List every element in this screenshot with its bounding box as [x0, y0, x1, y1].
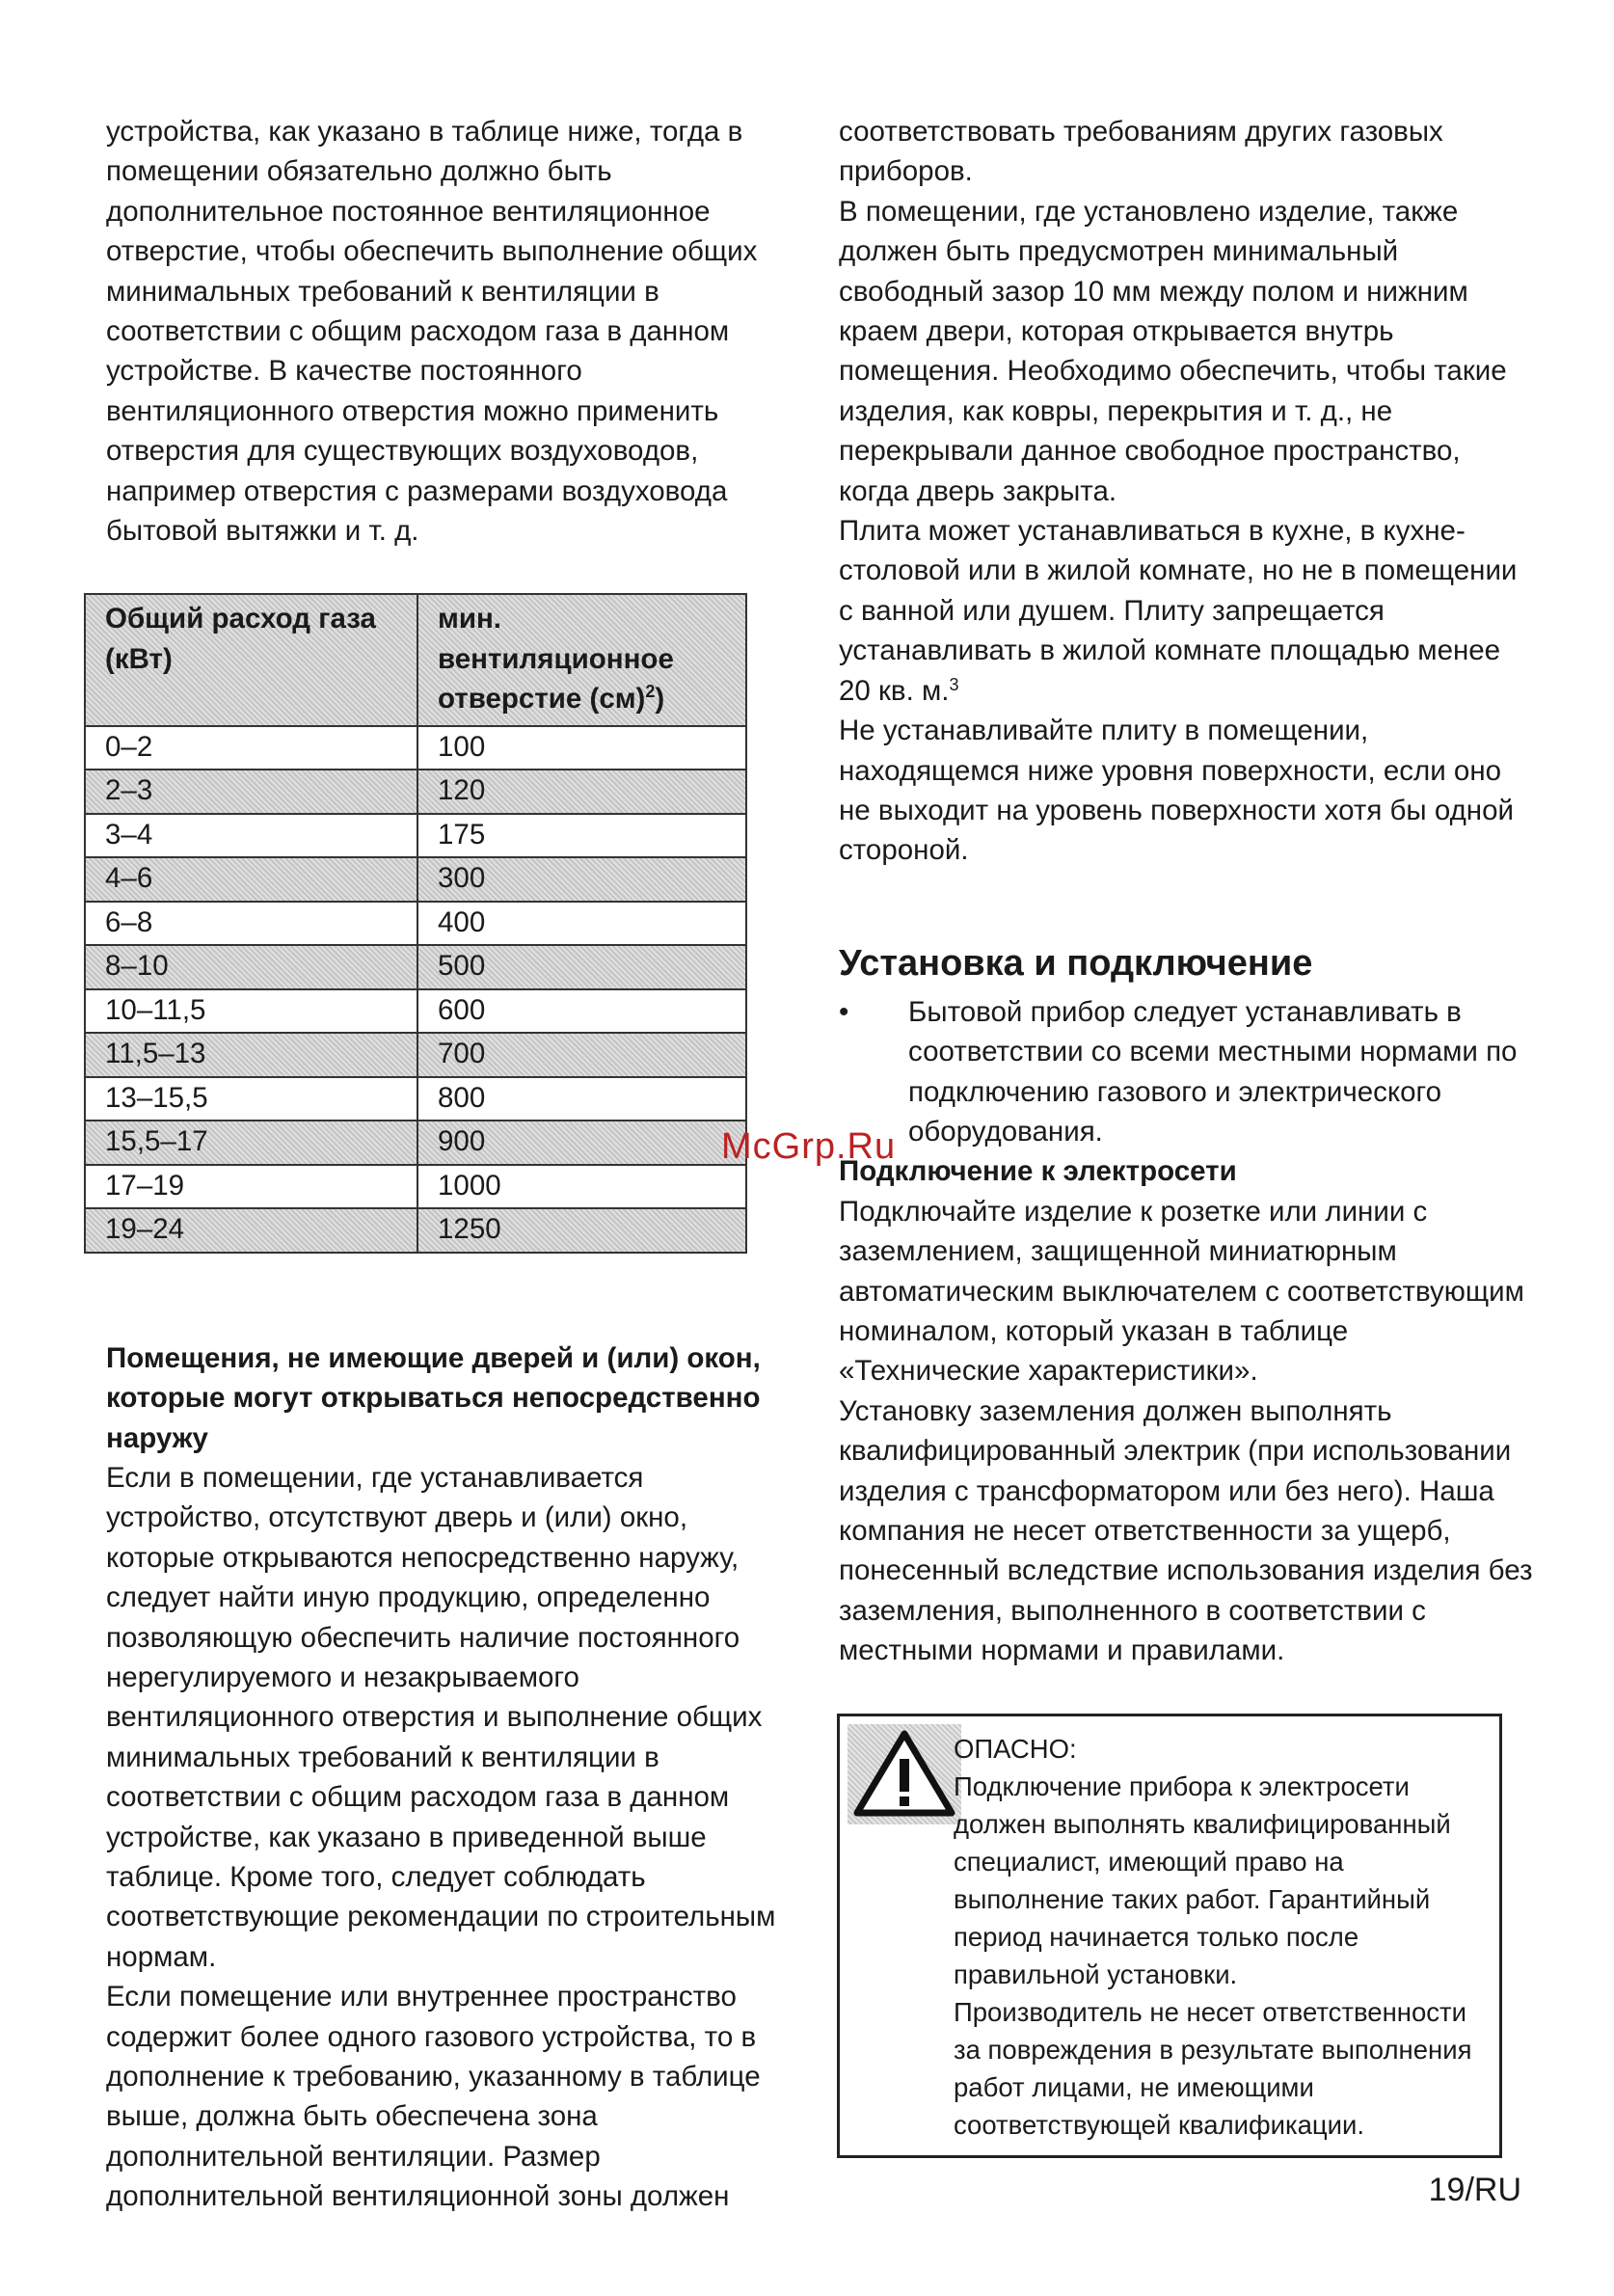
cell-vent-area: 175 [417, 814, 746, 858]
cell-gas-range: 11,5–13 [85, 1033, 417, 1077]
cell-vent-area: 400 [417, 902, 746, 946]
table-row [85, 1033, 746, 1077]
table-row [85, 770, 746, 814]
danger-paragraph-2: Производитель не несет ответственности за повреждения в результате выполнения работ лицами, не имеющими соответствующей квалификации. [954, 1997, 1472, 2140]
danger-paragraph-1: Подключение прибора к электросети должен выполнять квалифицированный специалист, имеющий право на выполнение таких работ. Гарантийный период начинается только после правильной установки. [954, 1771, 1451, 1989]
danger-box [837, 1714, 1502, 2158]
cell-gas-range: 19–24 [85, 1208, 417, 1253]
right-column [839, 112, 1533, 1671]
paragraph-grounding: Установку заземления должен выполнять квалифицированный электрик (при использовании изделия с трансформатором или без него). Наша компания не несет ответственности за ущерб, понесенный вследствие использования изделия без заземления, выполненного в соответствии с местными нормами и правилами. [839, 1394, 1533, 1667]
danger-title: ОПАСНО: [954, 1734, 1077, 1764]
cell-gas-range: 8–10 [85, 945, 417, 989]
cell-vent-area: 800 [417, 1077, 746, 1121]
cell-gas-range: 2–3 [85, 770, 417, 814]
section-title: Установка и подключение [839, 942, 1313, 984]
intro-paragraph: устройства, как указано в таблице ниже, тогда в помещении обязательно должно быть дополнительное постоянное вентиляционное отверстие, чтобы обеспечить выполнение общих минимальных требований к вентиляции в соответствии с общим расходом газа в данном устройстве. В качестве постоянного вентиляционного отверстия можно применить отверстия для существующих воздуховодов, например отверстия с размерами воздуховода бытовой вытяжки и т. д. [106, 116, 758, 548]
cell-gas-range: 15,5–17 [85, 1121, 417, 1165]
cell-vent-area: 1000 [417, 1165, 746, 1209]
bullet-icon: • [839, 995, 849, 1028]
cell-gas-range: 4–6 [85, 857, 417, 902]
table-row [85, 1121, 746, 1165]
warning-icon-cell [847, 1724, 961, 1824]
electric-heading: Подключение к электросети [839, 1155, 1237, 1188]
paragraph-no-doors: Если в помещении, где устанавливается устройство, отсутствуют дверь и (или) окно, которые открываются непосредственно наружу, следует найти иную продукцию, определенно позволяющую обеспечить наличие постоянного нерегулируемого и незакрываемого вентиляционного отверстия и выполнение общих минимальных требований к вентиляции в соответствии с общим расходом газа в данном устройстве, как указано в приведенной выше таблице. Кроме того, следует соблюдать соответствующие рекомендации по строительным нормам. [106, 1461, 776, 1973]
table-body [85, 726, 746, 1253]
watermark: McGrp.Ru [721, 1126, 897, 1167]
paragraph-room-types: Плита может устанавливаться в кухне, в кухне-столовой или в жилой комнате, но не в помещении с ванной или душем. Плиту запрещается устанавливать в жилой комнате площадью менее 20 кв. м.$^3$ [839, 515, 1518, 707]
cell-vent-area: 120 [417, 770, 746, 814]
paragraph-socket: Подключайте изделие к розетке или линии с заземлением, защищенной миниатюрным автоматическим выключателем с соответствующим номиналом, который указан в таблице «Технические характеристики». [839, 1195, 1524, 1388]
header-vent-opening: мин. вентиляционное отверстие (см)$^2$) [417, 594, 746, 725]
table-row [85, 726, 746, 770]
cell-vent-area: 700 [417, 1033, 746, 1077]
subheading-no-doors: Помещения, не имеющие дверей и (или) окон, которые могут открываться непосредственно наружу [106, 1341, 761, 1454]
table-row [85, 989, 746, 1034]
table-row [85, 1077, 746, 1121]
paragraph-door-gap: В помещении, где установлено изделие, также должен быть предусмотрен минимальный свободный зазор 10 мм между полом и нижним краем двери, которая открывается внутрь помещения. Необходимо обеспечить, чтобы такие изделия, как ковры, перекрытия и т. д., не перекрывали данное свободное пространство, когда дверь закрыта. [839, 195, 1507, 507]
cell-gas-range: 3–4 [85, 814, 417, 858]
cell-vent-area: 500 [417, 945, 746, 989]
paragraph-below-ground: Не устанавливайте плиту в помещении, находящемся ниже уровня поверхности, если оно не выходит на уровень поверхности хотя бы одной стороной. [839, 715, 1514, 867]
table-header-row [85, 594, 746, 725]
danger-text [954, 1730, 1493, 2144]
cell-vent-area: 900 [417, 1121, 746, 1165]
table-row [85, 902, 746, 946]
cell-gas-range: 17–19 [85, 1165, 417, 1209]
paragraph-multiple-devices: Если помещение или внутреннее пространство содержит более одного газового устройства, то в дополнение к требованию, указанному в таблице выше, должна быть обеспечена зона дополнительной вентиляции. Размер дополнительной вентиляционной зоны должен [106, 1981, 761, 2213]
bullet-item: • Бытовой прибор следует устанавливать в соответствии со всеми местными нормами по подключению газового и электрического оборудования. [839, 992, 1533, 1152]
cell-gas-range: 10–11,5 [85, 989, 417, 1034]
page-number: 19/RU [1428, 2172, 1521, 2208]
table-row [85, 1165, 746, 1209]
paragraph-other-devices: соответствовать требованиям других газовых приборов. [839, 116, 1443, 188]
cell-vent-area: 600 [417, 989, 746, 1034]
cell-vent-area: 1250 [417, 1208, 746, 1253]
cell-vent-area: 300 [417, 857, 746, 902]
table-row [85, 945, 746, 989]
table-row [85, 814, 746, 858]
cell-gas-range: 6–8 [85, 902, 417, 946]
ventilation-table [84, 593, 747, 1253]
cell-vent-area: 100 [417, 726, 746, 770]
table-row [85, 857, 746, 902]
cell-gas-range: 0–2 [85, 726, 417, 770]
table-row [85, 1208, 746, 1253]
cell-gas-range: 13–15,5 [85, 1077, 417, 1121]
header-gas-consumption: Общий расход газа (кВт) [85, 594, 417, 725]
left-column [106, 112, 800, 2217]
warning-triangle-icon [851, 1728, 957, 1821]
